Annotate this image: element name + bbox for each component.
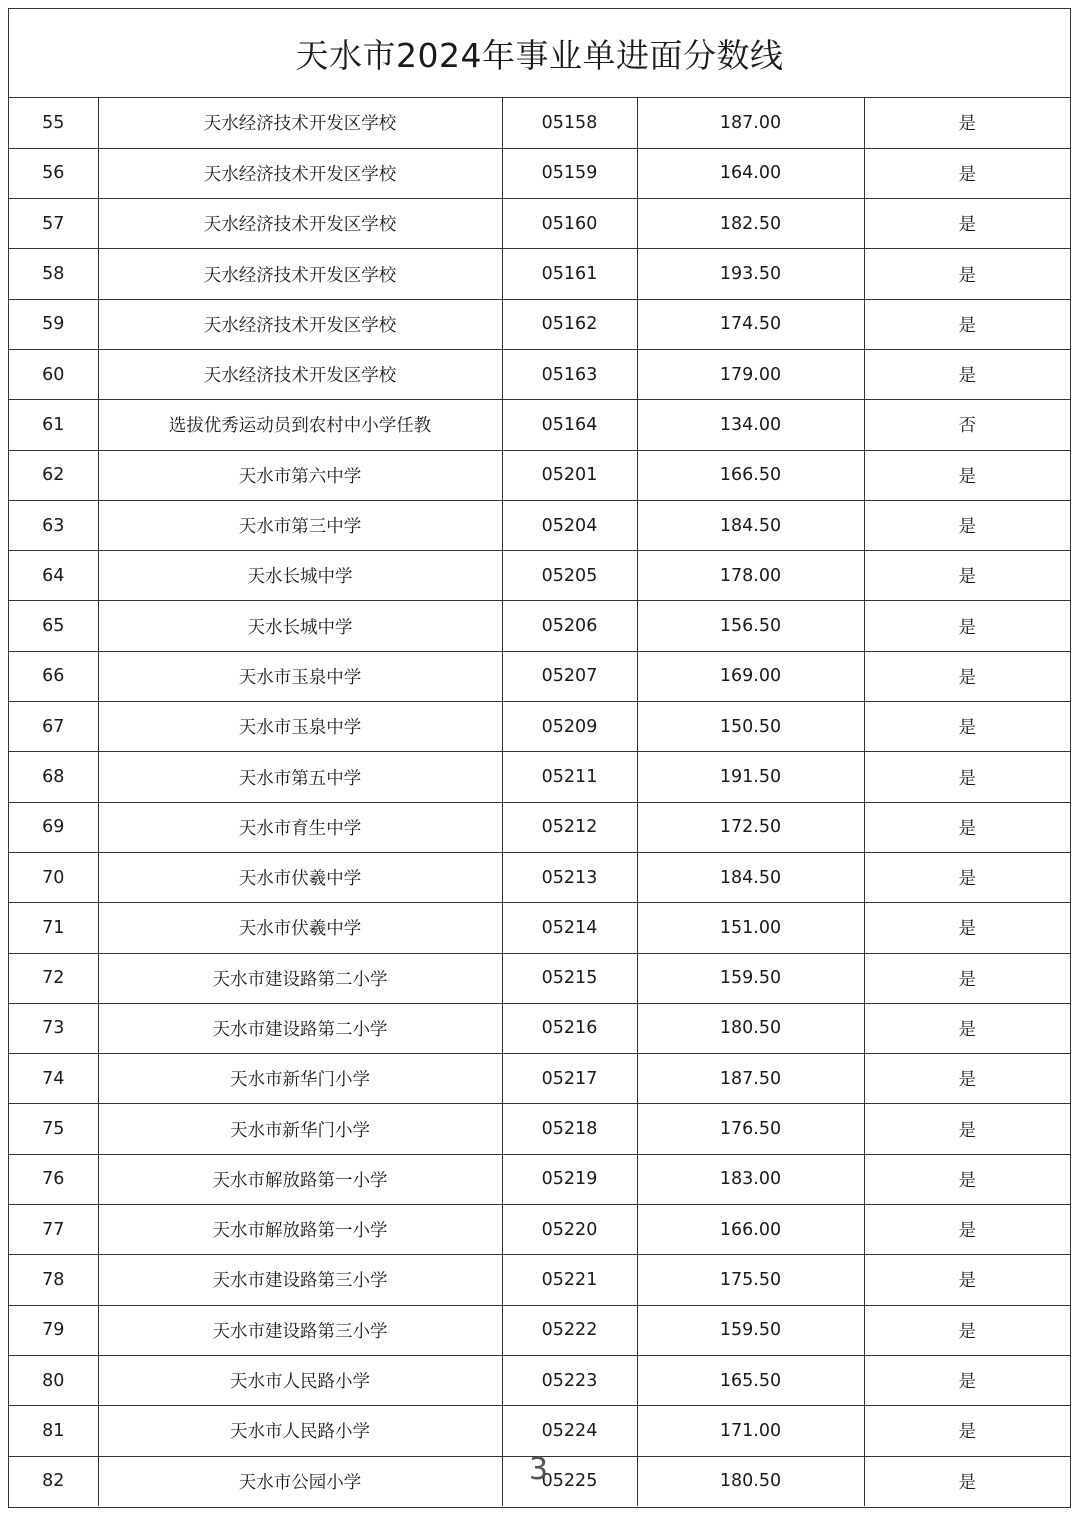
flag-cell: 是 bbox=[864, 651, 1070, 701]
unit-name-cell: 天水市人民路小学 bbox=[98, 1406, 502, 1456]
table-row bbox=[9, 1305, 1070, 1355]
table-row bbox=[9, 500, 1070, 550]
unit-name-cell: 天水市新华门小学 bbox=[98, 1104, 502, 1154]
unit-name-cell: 天水经济技术开发区学校 bbox=[98, 249, 502, 299]
row-number-cell: 55 bbox=[9, 98, 98, 148]
cutoff-score-cell: 193.50 bbox=[637, 249, 864, 299]
unit-name-cell: 天水市建设路第二小学 bbox=[98, 1003, 502, 1053]
table-row bbox=[9, 1104, 1070, 1154]
row-number-cell: 73 bbox=[9, 1003, 98, 1053]
row-number-cell: 77 bbox=[9, 1205, 98, 1255]
flag-cell: 是 bbox=[864, 702, 1070, 752]
flag-cell: 是 bbox=[864, 1154, 1070, 1204]
position-code-cell: 05225 bbox=[502, 1456, 637, 1506]
unit-name-cell: 天水经济技术开发区学校 bbox=[98, 148, 502, 198]
flag-cell: 是 bbox=[864, 1355, 1070, 1405]
flag-cell: 是 bbox=[864, 450, 1070, 500]
cutoff-score-cell: 184.50 bbox=[637, 852, 864, 902]
row-number-cell: 60 bbox=[9, 349, 98, 399]
title-row bbox=[9, 9, 1070, 98]
position-code-cell: 05223 bbox=[502, 1355, 637, 1405]
table-row bbox=[9, 651, 1070, 701]
unit-name-cell: 天水经济技术开发区学校 bbox=[98, 349, 502, 399]
row-number-cell: 69 bbox=[9, 802, 98, 852]
cutoff-score-cell: 187.00 bbox=[637, 98, 864, 148]
flag-cell: 是 bbox=[864, 802, 1070, 852]
unit-name-cell: 天水市伏羲中学 bbox=[98, 852, 502, 902]
flag-cell: 是 bbox=[864, 1406, 1070, 1456]
table-row bbox=[9, 601, 1070, 651]
row-number-cell: 66 bbox=[9, 651, 98, 701]
cutoff-score-cell: 182.50 bbox=[637, 199, 864, 249]
position-code-cell: 05162 bbox=[502, 299, 637, 349]
row-number-cell: 62 bbox=[9, 450, 98, 500]
table-row bbox=[9, 551, 1070, 601]
flag-cell: 是 bbox=[864, 249, 1070, 299]
table-row bbox=[9, 1406, 1070, 1456]
cutoff-score-cell: 151.00 bbox=[637, 903, 864, 953]
table-row bbox=[9, 299, 1070, 349]
position-code-cell: 05206 bbox=[502, 601, 637, 651]
cutoff-score-cell: 179.00 bbox=[637, 349, 864, 399]
table-row bbox=[9, 903, 1070, 953]
flag-cell: 是 bbox=[864, 349, 1070, 399]
table-row bbox=[9, 450, 1070, 500]
unit-name-cell: 天水长城中学 bbox=[98, 551, 502, 601]
table-row bbox=[9, 802, 1070, 852]
position-code-cell: 05219 bbox=[502, 1154, 637, 1204]
table-row bbox=[9, 148, 1070, 198]
cutoff-score-cell: 175.50 bbox=[637, 1255, 864, 1305]
row-number-cell: 65 bbox=[9, 601, 98, 651]
unit-name-cell: 天水经济技术开发区学校 bbox=[98, 299, 502, 349]
table-row bbox=[9, 199, 1070, 249]
flag-cell: 是 bbox=[864, 1205, 1070, 1255]
cutoff-score-cell: 178.00 bbox=[637, 551, 864, 601]
cutoff-score-cell: 150.50 bbox=[637, 702, 864, 752]
row-number-cell: 71 bbox=[9, 903, 98, 953]
position-code-cell: 05161 bbox=[502, 249, 637, 299]
unit-name-cell: 天水市玉泉中学 bbox=[98, 702, 502, 752]
row-number-cell: 64 bbox=[9, 551, 98, 601]
flag-cell: 否 bbox=[864, 400, 1070, 450]
flag-cell: 是 bbox=[864, 1255, 1070, 1305]
row-number-cell: 80 bbox=[9, 1355, 98, 1405]
row-number-cell: 63 bbox=[9, 500, 98, 550]
flag-cell: 是 bbox=[864, 551, 1070, 601]
row-number-cell: 70 bbox=[9, 852, 98, 902]
unit-name-cell: 天水市第三中学 bbox=[98, 500, 502, 550]
table-row bbox=[9, 702, 1070, 752]
position-code-cell: 05214 bbox=[502, 903, 637, 953]
cutoff-score-cell: 174.50 bbox=[637, 299, 864, 349]
row-number-cell: 68 bbox=[9, 752, 98, 802]
position-code-cell: 05204 bbox=[502, 500, 637, 550]
flag-cell: 是 bbox=[864, 500, 1070, 550]
unit-name-cell: 天水市新华门小学 bbox=[98, 1054, 502, 1104]
table-row bbox=[9, 400, 1070, 450]
flag-cell: 是 bbox=[864, 98, 1070, 148]
flag-cell: 是 bbox=[864, 1305, 1070, 1355]
position-code-cell: 05164 bbox=[502, 400, 637, 450]
position-code-cell: 05160 bbox=[502, 199, 637, 249]
table-body bbox=[9, 98, 1070, 1506]
position-code-cell: 05209 bbox=[502, 702, 637, 752]
unit-name-cell: 选拔优秀运动员到农村中小学任教 bbox=[98, 400, 502, 450]
flag-cell: 是 bbox=[864, 1054, 1070, 1104]
position-code-cell: 05220 bbox=[502, 1205, 637, 1255]
position-code-cell: 05224 bbox=[502, 1406, 637, 1456]
row-number-cell: 76 bbox=[9, 1154, 98, 1204]
table-row bbox=[9, 752, 1070, 802]
cutoff-score-cell: 159.50 bbox=[637, 953, 864, 1003]
position-code-cell: 05205 bbox=[502, 551, 637, 601]
cutoff-score-cell: 171.00 bbox=[637, 1406, 864, 1456]
position-code-cell: 05211 bbox=[502, 752, 637, 802]
page-number: 3 bbox=[529, 1452, 549, 1487]
position-code-cell: 05213 bbox=[502, 852, 637, 902]
table-row bbox=[9, 953, 1070, 1003]
unit-name-cell: 天水市伏羲中学 bbox=[98, 903, 502, 953]
unit-name-cell: 天水市解放路第一小学 bbox=[98, 1154, 502, 1204]
table-row bbox=[9, 1154, 1070, 1204]
score-table bbox=[9, 98, 1070, 1506]
unit-name-cell: 天水市第六中学 bbox=[98, 450, 502, 500]
cutoff-score-cell: 165.50 bbox=[637, 1355, 864, 1405]
cutoff-score-cell: 176.50 bbox=[637, 1104, 864, 1154]
table-row bbox=[9, 1205, 1070, 1255]
cutoff-score-cell: 183.00 bbox=[637, 1154, 864, 1204]
table-row bbox=[9, 1355, 1070, 1405]
cutoff-score-cell: 184.50 bbox=[637, 500, 864, 550]
row-number-cell: 61 bbox=[9, 400, 98, 450]
row-number-cell: 78 bbox=[9, 1255, 98, 1305]
row-number-cell: 81 bbox=[9, 1406, 98, 1456]
row-number-cell: 82 bbox=[9, 1456, 98, 1506]
cutoff-score-cell: 191.50 bbox=[637, 752, 864, 802]
flag-cell: 是 bbox=[864, 601, 1070, 651]
cutoff-score-cell: 166.50 bbox=[637, 450, 864, 500]
table-row bbox=[9, 852, 1070, 902]
cutoff-score-cell: 180.50 bbox=[637, 1003, 864, 1053]
cutoff-score-cell: 187.50 bbox=[637, 1054, 864, 1104]
flag-cell: 是 bbox=[864, 148, 1070, 198]
table-row bbox=[9, 1003, 1070, 1053]
position-code-cell: 05217 bbox=[502, 1054, 637, 1104]
document-title: 天水市2024年事业单进面分数线 bbox=[295, 35, 784, 75]
row-number-cell: 75 bbox=[9, 1104, 98, 1154]
unit-name-cell: 天水市建设路第三小学 bbox=[98, 1255, 502, 1305]
cutoff-score-cell: 180.50 bbox=[637, 1456, 864, 1506]
position-code-cell: 05222 bbox=[502, 1305, 637, 1355]
cutoff-score-cell: 172.50 bbox=[637, 802, 864, 852]
flag-cell: 是 bbox=[864, 299, 1070, 349]
cutoff-score-cell: 156.50 bbox=[637, 601, 864, 651]
row-number-cell: 59 bbox=[9, 299, 98, 349]
unit-name-cell: 天水长城中学 bbox=[98, 601, 502, 651]
unit-name-cell: 天水市育生中学 bbox=[98, 802, 502, 852]
flag-cell: 是 bbox=[958, 1472, 976, 1493]
cutoff-score-cell: 164.00 bbox=[637, 148, 864, 198]
flag-cell: 是 bbox=[864, 752, 1070, 802]
cutoff-score-cell: 169.00 bbox=[637, 651, 864, 701]
position-code-cell: 05218 bbox=[502, 1104, 637, 1154]
unit-name-cell: 天水市解放路第一小学 bbox=[98, 1205, 502, 1255]
position-code-cell: 05201 bbox=[502, 450, 637, 500]
position-code-cell: 05159 bbox=[502, 148, 637, 198]
row-number-cell: 67 bbox=[9, 702, 98, 752]
flag-cell: 是 bbox=[864, 1003, 1070, 1053]
position-code-cell: 05163 bbox=[502, 349, 637, 399]
position-code-cell: 05221 bbox=[502, 1255, 637, 1305]
flag-cell: 是 bbox=[864, 903, 1070, 953]
cutoff-score-cell: 159.50 bbox=[637, 1305, 864, 1355]
unit-name-cell: 天水经济技术开发区学校 bbox=[98, 199, 502, 249]
table-row bbox=[9, 1054, 1070, 1104]
row-number-cell: 79 bbox=[9, 1305, 98, 1355]
flag-cell: 是 bbox=[864, 852, 1070, 902]
table-row bbox=[9, 1255, 1070, 1305]
position-code-cell: 05215 bbox=[502, 953, 637, 1003]
cutoff-score-cell: 134.00 bbox=[637, 400, 864, 450]
unit-name-cell: 天水经济技术开发区学校 bbox=[98, 98, 502, 148]
table-row bbox=[9, 249, 1070, 299]
unit-name-cell: 天水市人民路小学 bbox=[98, 1355, 502, 1405]
table-row bbox=[9, 349, 1070, 399]
flag-cell: 是 bbox=[864, 953, 1070, 1003]
table-row bbox=[9, 98, 1070, 148]
row-number-cell: 56 bbox=[9, 148, 98, 198]
unit-name-cell: 天水市建设路第三小学 bbox=[98, 1305, 502, 1355]
position-code-cell: 05216 bbox=[502, 1003, 637, 1053]
position-code-cell: 05207 bbox=[502, 651, 637, 701]
row-number-cell: 74 bbox=[9, 1054, 98, 1104]
row-number-cell: 58 bbox=[9, 249, 98, 299]
unit-name-cell: 天水市第五中学 bbox=[98, 752, 502, 802]
row-number-cell: 57 bbox=[9, 199, 98, 249]
position-code-cell: 05158 bbox=[502, 98, 637, 148]
flag-cell: 是 bbox=[864, 199, 1070, 249]
cutoff-score-cell: 166.00 bbox=[637, 1205, 864, 1255]
unit-name-cell: 天水市建设路第二小学 bbox=[98, 953, 502, 1003]
position-code-cell: 05212 bbox=[502, 802, 637, 852]
score-table-sheet bbox=[8, 8, 1071, 1508]
unit-name-cell: 天水市玉泉中学 bbox=[98, 651, 502, 701]
row-number-cell: 72 bbox=[9, 953, 98, 1003]
flag-cell: 是 bbox=[864, 1104, 1070, 1154]
unit-name-cell: 天水市公园小学 bbox=[98, 1456, 502, 1506]
